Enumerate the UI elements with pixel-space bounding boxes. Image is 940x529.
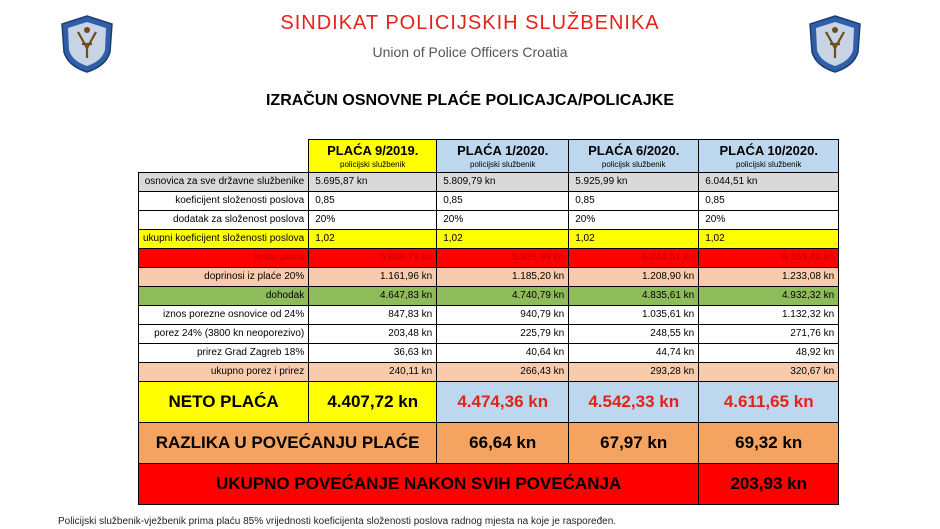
header-row [139,140,839,173]
cell-value: 36,63 kn [309,344,437,363]
cell-value: 1.035,61 kn [569,306,699,325]
table-row [139,173,839,192]
cell-value: 1,02 [699,230,839,249]
neto-value-4: 4.611,65 kn [699,382,839,423]
footer-note: Policijski službenik-vježbenik prima plaću 85% vrijednosti koeficijenta složenosti poslova radnog mjesta na koje je raspoređen. [58,516,617,527]
cell-value: 240,11 kn [309,363,437,382]
salary-table [138,139,839,505]
row-label: osnovica za sve državne službenike [139,173,309,192]
cell-value: 271,76 kn [699,325,839,344]
cell-value: 248,55 kn [569,325,699,344]
table-row [139,325,839,344]
cell-value: 1.208,90 kn [569,268,699,287]
table-row [139,268,839,287]
table-row [139,249,839,268]
table-row [139,344,839,363]
row-label: porez 24% (3800 kn neoporezivo) [139,325,309,344]
neto-value-2: 4.474,36 kn [437,382,569,423]
cell-value: 5.925,99 kn [569,173,699,192]
razlika-value-3: 69,32 kn [699,423,839,464]
col-header-1: PLAĆA 9/2019. policijski službenik [309,140,437,173]
cell-value: 293,28 kn [569,363,699,382]
cell-value: 0,85 [309,192,437,211]
razlika-value-1: 66,64 kn [437,423,569,464]
cell-value: 1.132,32 kn [699,306,839,325]
table-row [139,287,839,306]
cell-value: 20% [569,211,699,230]
cell-value: 847,83 kn [309,306,437,325]
table-row [139,230,839,249]
cell-value: 266,43 kn [437,363,569,382]
cell-value: 940,79 kn [437,306,569,325]
cell-value: 203,48 kn [309,325,437,344]
col-header-3: PLAĆA 6/2020. policijsk službenik [569,140,699,173]
row-label: prirez Grad Zagreb 18% [139,344,309,363]
cell-value: 6.165,40 kn [699,249,839,268]
cell-value: 48,92 kn [699,344,839,363]
col-header-4: PLAĆA 10/2020. policijski službenik [699,140,839,173]
cell-value: 1,02 [437,230,569,249]
row-label: dohodak [139,287,309,306]
cell-value: 6.044,51 kn [699,173,839,192]
cell-value: 4.932,32 kn [699,287,839,306]
table-row [139,363,839,382]
cell-value: 320,67 kn [699,363,839,382]
header-empty [139,140,309,173]
cell-value: 5.809,79 kn [437,173,569,192]
cell-value: 1.185,20 kn [437,268,569,287]
table-row [139,211,839,230]
page-title: IZRAČUN OSNOVNE PLAĆE POLICAJCA/POLICAJKE [265,92,675,109]
col-header-2: PLAĆA 1/2020. policijski službenik [437,140,569,173]
cell-value: 1,02 [569,230,699,249]
cell-value: 1.161,96 kn [309,268,437,287]
row-label: iznos porezne osnovice od 24% [139,306,309,325]
row-label: ukupni koeficijent složenosti poslova [139,230,309,249]
row-label: bruto plaća [139,249,309,268]
neto-row [139,382,839,423]
cell-value: 44,74 kn [569,344,699,363]
table-row [139,192,839,211]
table-row [139,306,839,325]
cell-value: 4.647,83 kn [309,287,437,306]
cell-value: 225,79 kn [437,325,569,344]
cell-value: 5.695,87 kn [309,173,437,192]
cell-value: 4.835,61 kn [569,287,699,306]
cell-value: 0,85 [437,192,569,211]
cell-value: 20% [437,211,569,230]
razlika-row [139,423,839,464]
cell-value: 5.925,99 kn [437,249,569,268]
cell-value: 40,64 kn [437,344,569,363]
cell-value: 5.809,79 kn [309,249,437,268]
cell-value: 0,85 [569,192,699,211]
row-label: koeficijent složenosti poslova [139,192,309,211]
neto-value-3: 4.542,33 kn [569,382,699,423]
row-label: dodatak za složenost poslova [139,211,309,230]
cell-value: 1.233,08 kn [699,268,839,287]
cell-value: 20% [699,211,839,230]
neto-value-1: 4.407,72 kn [309,382,437,423]
neto-label: NETO PLAĆA [139,382,309,423]
ukupno-value: 203,93 kn [699,464,839,505]
ukupno-row [139,464,839,505]
razlika-label: RAZLIKA U POVEĆANJU PLAĆE [139,423,437,464]
org-name: SINDIKAT POLICIJSKIH SLUŽBENIKA [280,12,660,34]
cell-value: 0,85 [699,192,839,211]
cell-value: 4.740,79 kn [437,287,569,306]
cell-value: 20% [309,211,437,230]
row-label: ukupno porez i prirez [139,363,309,382]
row-label: doprinosi iz plaće 20% [139,268,309,287]
ukupno-label: UKUPNO POVEĆANJE NAKON SVIH POVEĆANJA [139,464,699,505]
cell-value: 1,02 [309,230,437,249]
razlika-value-2: 67,97 kn [569,423,699,464]
org-subtitle: Union of Police Officers Croatia [372,44,568,60]
cell-value: 6.044,51 kn [569,249,699,268]
